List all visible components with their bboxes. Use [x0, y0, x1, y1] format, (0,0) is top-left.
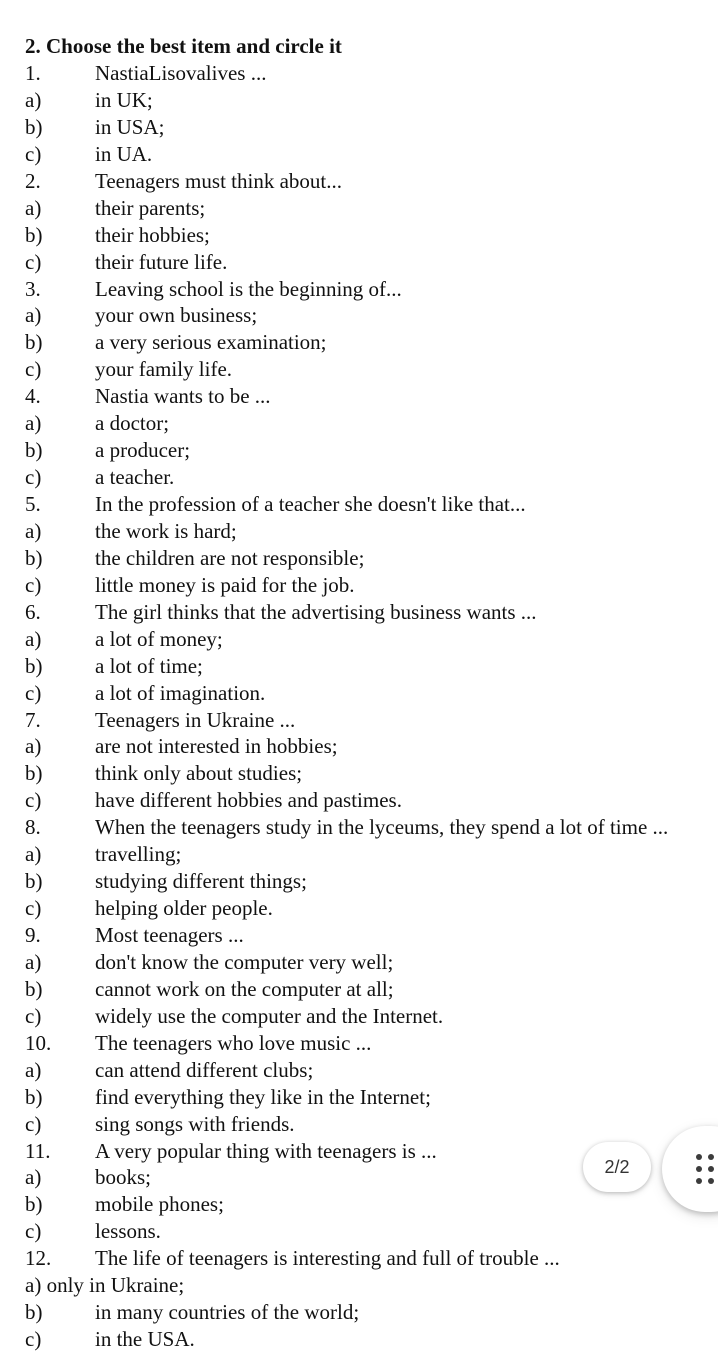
- option-line: [0, 760, 718, 787]
- question-number: 7.: [25, 707, 41, 732]
- option-letter: c): [25, 896, 42, 921]
- option-text: find everything they like in the Internet;: [95, 1084, 431, 1109]
- option-text: their future life.: [95, 249, 228, 274]
- option-letter: a): [25, 195, 42, 220]
- question-text: A very popular thing with teenagers is ...: [95, 1138, 437, 1163]
- page-indicator-text: 2/2: [604, 1156, 630, 1177]
- question-number: 8.: [25, 815, 41, 840]
- option-text: have different hobbies and pastimes.: [95, 788, 402, 813]
- page-indicator: [583, 1142, 651, 1192]
- option-text: travelling;: [95, 842, 182, 867]
- option-line: [0, 329, 718, 356]
- option-line: [0, 222, 718, 249]
- option-text: a teacher.: [95, 465, 175, 490]
- option-text: a doctor;: [95, 411, 170, 436]
- option-text: don't know the computer very well;: [95, 949, 394, 974]
- option-letter: a): [25, 1057, 42, 1082]
- question-text: The life of teenagers is interesting and full of trouble ...: [95, 1246, 560, 1271]
- option-letter: c): [25, 1327, 42, 1352]
- option-letter: c): [25, 680, 42, 705]
- question-text: Teenagers in Ukraine ...: [95, 707, 296, 732]
- option-letter: b): [25, 1192, 43, 1217]
- option-letter: b): [25, 438, 43, 463]
- question-number: 6.: [25, 599, 41, 624]
- option-line: [0, 868, 718, 895]
- question-line: [0, 168, 718, 195]
- option-text: the work is hard;: [95, 518, 237, 543]
- option-line: [0, 626, 718, 653]
- option-line: [0, 302, 718, 329]
- option-text: their parents;: [95, 195, 206, 220]
- dot: [708, 1154, 714, 1160]
- option-text: a lot of imagination.: [95, 680, 266, 705]
- option-text: in UK;: [95, 87, 153, 112]
- more-dots-icon: [696, 1154, 716, 1184]
- option-line: [0, 464, 718, 491]
- option-letter: b): [25, 869, 43, 894]
- option-letter: a): [25, 734, 42, 759]
- option-letter: c): [25, 788, 42, 813]
- option-letter: a): [25, 87, 42, 112]
- option-line: [0, 1326, 718, 1353]
- option-letter: a): [25, 842, 42, 867]
- option-letter: b): [25, 761, 43, 786]
- question-text: NastiaLisovalives ...: [95, 61, 267, 85]
- question-number: 3.: [25, 276, 41, 301]
- option-text: the children are not responsible;: [95, 545, 365, 570]
- option-letter: b): [25, 222, 43, 247]
- dot: [696, 1154, 702, 1160]
- question-number: 10.: [25, 1030, 52, 1055]
- option-line: [0, 1084, 718, 1111]
- option-text: in USA;: [95, 114, 165, 139]
- dot: [696, 1166, 702, 1172]
- option-line: [0, 841, 718, 868]
- option-line: [0, 572, 718, 599]
- option-letter: b): [25, 114, 43, 139]
- option-letter: c): [25, 141, 42, 166]
- option-text: mobile phones;: [95, 1192, 224, 1217]
- option-text: studying different things;: [95, 869, 307, 894]
- option-letter: c): [25, 572, 42, 597]
- option-line: [0, 1272, 718, 1299]
- option-line: [0, 1218, 718, 1245]
- option-line: [0, 545, 718, 572]
- option-letter: c): [25, 465, 42, 490]
- question-text: Most teenagers ...: [95, 923, 244, 947]
- question-number: 1.: [25, 61, 41, 85]
- question-text: The girl thinks that the advertising business wants ...: [95, 599, 537, 624]
- question-line: [0, 599, 718, 626]
- option-letter: a): [25, 411, 42, 436]
- option-text: widely use the computer and the Internet.: [95, 1003, 444, 1028]
- question-number: 5.: [25, 492, 41, 516]
- option-line: [0, 141, 718, 168]
- option-letter: c): [25, 249, 42, 274]
- dot: [708, 1166, 714, 1172]
- option-text: lessons.: [95, 1219, 161, 1244]
- option-line: [0, 976, 718, 1003]
- option-line: [0, 249, 718, 276]
- option-line: [0, 195, 718, 222]
- question-line: [0, 922, 718, 949]
- question-line: [0, 60, 718, 87]
- option-line: [0, 437, 718, 464]
- option-letter: c): [25, 1219, 42, 1244]
- option-text: in UA.: [95, 141, 153, 166]
- exercise-heading: 2. Choose the best item and circle it: [25, 34, 342, 58]
- option-letter: a): [25, 303, 42, 328]
- option-text: little money is paid for the job.: [95, 572, 355, 597]
- question-number: 4.: [25, 384, 41, 409]
- option-letter: b): [25, 653, 43, 678]
- question-number: 12.: [25, 1246, 52, 1271]
- option-letter: a): [25, 1165, 42, 1190]
- option-text: sing songs with friends.: [95, 1111, 295, 1136]
- option-line: [0, 87, 718, 114]
- option-line: [0, 1057, 718, 1084]
- option-line: [0, 680, 718, 707]
- dot: [696, 1178, 702, 1184]
- option-line: [0, 518, 718, 545]
- question-line: [0, 383, 718, 410]
- option-text: a producer;: [95, 438, 191, 463]
- question-text: In the profession of a teacher she doesn't like that...: [95, 492, 526, 516]
- question-text: Teenagers must think about...: [95, 168, 342, 193]
- option-text: your own business;: [95, 303, 258, 328]
- option-text: in the USA.: [95, 1327, 195, 1352]
- option-line: [0, 356, 718, 383]
- option-text: a lot of money;: [95, 626, 223, 651]
- option-line: [0, 653, 718, 680]
- question-text: When the teenagers study in the lyceums, they spend a lot of time ...: [95, 815, 669, 840]
- option-letter: b): [25, 976, 43, 1001]
- option-letter: a): [25, 626, 42, 651]
- dot: [708, 1178, 714, 1184]
- option-letter: b): [25, 1084, 43, 1109]
- option-text: your family life.: [95, 357, 233, 382]
- question-line: [0, 1030, 718, 1057]
- option-text: in many countries of the world;: [95, 1300, 360, 1325]
- option-text: can attend different clubs;: [95, 1057, 314, 1082]
- question-number: 9.: [25, 923, 41, 947]
- option-line: [0, 410, 718, 437]
- question-number: 11.: [25, 1138, 51, 1163]
- question-line: [0, 276, 718, 303]
- question-line: [0, 491, 718, 518]
- option-letter: a): [25, 518, 42, 543]
- option-letter: c): [25, 1003, 42, 1028]
- option-line: [0, 949, 718, 976]
- question-number: 2.: [25, 168, 41, 193]
- option-line: [0, 1003, 718, 1030]
- question-text: Nastia wants to be ...: [95, 384, 271, 409]
- option-line: [0, 1299, 718, 1326]
- option-line: [0, 114, 718, 141]
- question-text: Leaving school is the beginning of...: [95, 276, 402, 301]
- option-line: [0, 733, 718, 760]
- option-letter: a): [25, 949, 42, 974]
- option-text: a) only in Ukraine;: [25, 1273, 185, 1298]
- option-text: a very serious examination;: [95, 330, 327, 355]
- option-letter: b): [25, 330, 43, 355]
- option-text: books;: [95, 1165, 152, 1190]
- question-line: [0, 707, 718, 734]
- option-letter: c): [25, 1111, 42, 1136]
- option-line: [0, 787, 718, 814]
- option-text: are not interested in hobbies;: [95, 734, 338, 759]
- option-line: [0, 1191, 718, 1218]
- option-line: [0, 895, 718, 922]
- option-text: a lot of time;: [95, 653, 203, 678]
- option-text: their hobbies;: [95, 222, 210, 247]
- option-letter: b): [25, 545, 43, 570]
- option-line: [0, 1111, 718, 1138]
- option-letter: c): [25, 357, 42, 382]
- option-text: cannot work on the computer at all;: [95, 976, 394, 1001]
- option-letter: b): [25, 1300, 43, 1325]
- option-text: helping older people.: [95, 896, 273, 921]
- question-line: [0, 1245, 718, 1272]
- question-text: The teenagers who love music ...: [95, 1030, 372, 1055]
- option-text: think only about studies;: [95, 761, 303, 786]
- question-line: [0, 814, 718, 841]
